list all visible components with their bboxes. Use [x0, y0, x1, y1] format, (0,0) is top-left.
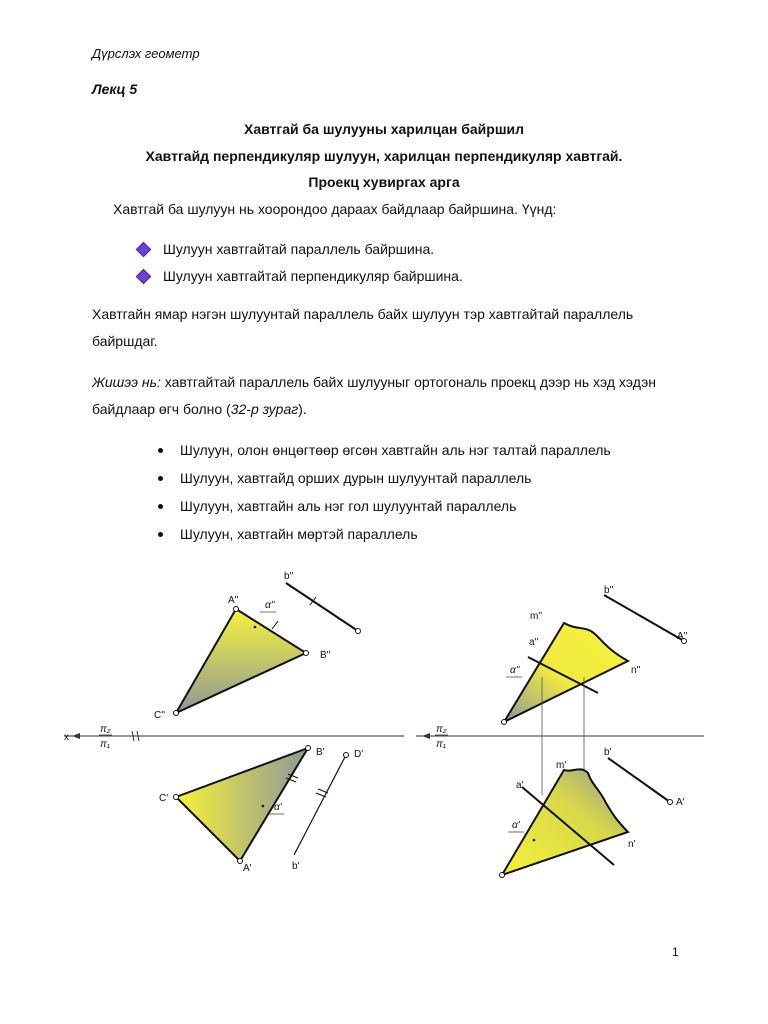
bullet-list: [158, 436, 611, 548]
bullet-dot-icon: [158, 504, 163, 509]
alpha1-label-right: α': [512, 820, 520, 831]
line-n1-label: n': [628, 839, 636, 850]
example-text: хавтгайтай параллель байх шулууныг ортогональ проекц дээр нь хэд хэдэн байдлаар өгч болно (: [92, 374, 656, 417]
line-b1-label: b': [292, 861, 300, 872]
section-title-3: Проекц хувиргах арга: [308, 174, 460, 190]
list-item: [136, 236, 463, 263]
diamond-bullet-icon: [136, 269, 152, 285]
section-title-1: Хавтгай ба шулууны харилцан байршил: [244, 121, 524, 137]
alpha2-label: α'': [265, 600, 275, 611]
list-item-text: Шулуун, хавтгайд орших дурын шулуунтай параллель: [180, 470, 532, 486]
bullet-dot-icon: [158, 476, 163, 481]
arrow-icon: [72, 733, 80, 739]
point-A1-right-label: A': [676, 797, 685, 808]
line-b2-label: b'': [284, 571, 294, 582]
figure-reference: 32-р зураг: [230, 401, 299, 417]
triangle-top-projection: [176, 748, 308, 861]
line-b2-right-label: b'': [604, 585, 614, 596]
bullet-dot-icon: [158, 448, 163, 453]
list-item-text: Шулуун, хавтгайн аль нэг гол шулуунтай параллель: [180, 498, 517, 514]
line-n2-label: n'': [631, 665, 641, 676]
list-item: [158, 436, 611, 464]
lecture-number: Лекц 5: [92, 81, 138, 97]
example-lead: Жишээ нь:: [92, 374, 161, 390]
list-item-text: Шулуун хавтгайтай перпендикуляр байршина.: [163, 268, 463, 284]
line-b2-right: [604, 595, 684, 641]
rule-paragraph: Хавтгайн ямар нэгэн шулуунтай параллель байх шулуун тэр хавтгайтай параллель байршдаг.: [92, 306, 634, 349]
line-m2-label: m'': [530, 611, 543, 622]
pi1-label: π₁: [100, 739, 110, 750]
pi2-label: π₂: [100, 724, 111, 735]
arrow-icon: [422, 733, 430, 739]
list-item-text: Шулуун, хавтгайн мөртэй параллель: [180, 526, 418, 542]
triangle-front-projection: [176, 609, 306, 713]
page-number: 1: [672, 945, 679, 959]
x-axis-label: x: [64, 732, 69, 743]
list-item: [136, 263, 463, 290]
line-m1-label: m': [556, 760, 567, 771]
pi1-label-right: π₁: [436, 739, 446, 750]
list-item-text: Шулуун, олон өнцөгтөөр өгсөн хавтгайн аль нэг талтай параллель: [180, 442, 611, 458]
line-b1-right: [608, 758, 670, 802]
pi2-label-right: π₂: [436, 724, 447, 735]
point-A2-label: A'': [228, 595, 239, 606]
section-title-2: Хавтгайд перпендикуляр шулуун, харилцан перпендикуляр хавтгай.: [145, 148, 623, 164]
point-D1-label: D': [354, 749, 364, 760]
list-item: [158, 464, 611, 492]
point-B1-label: B': [316, 747, 325, 758]
line-b2: [286, 583, 358, 631]
diamond-bullet-icon: [136, 242, 152, 258]
example-paragraph: [92, 369, 692, 423]
left-diagram: [64, 571, 404, 874]
intro-paragraph: Хавтгай ба шулуун нь хоорондоо дараах байдлаар байршина. Үүнд:: [113, 201, 557, 217]
bullet-dot-icon: [158, 532, 163, 537]
point-C2-label: C'': [154, 710, 166, 721]
example-tail: ).: [298, 401, 307, 417]
list-item: [158, 520, 611, 548]
list-item: [158, 492, 611, 520]
alpha2-label-right: α'': [510, 665, 520, 676]
point-A1-label: A': [243, 863, 252, 874]
line-b1: [294, 755, 346, 855]
point-C1-label: C': [159, 793, 169, 804]
line-b1-right-label: b': [604, 747, 612, 758]
right-diagram: [416, 585, 704, 878]
line-a2-label: a'': [529, 637, 539, 648]
alpha1-label: α': [274, 802, 282, 813]
diamond-list: [136, 236, 463, 290]
course-title: Дүрслэх геометр: [92, 46, 200, 61]
list-item-text: Шулуун хавтгайтай параллель байршина.: [163, 241, 435, 257]
figure-32: [64, 565, 704, 885]
point-A2-right-label: A'': [677, 631, 688, 642]
line-a1-label: a': [516, 780, 524, 791]
plane-front-projection: [504, 623, 628, 722]
point-B2-label: B'': [320, 650, 331, 661]
